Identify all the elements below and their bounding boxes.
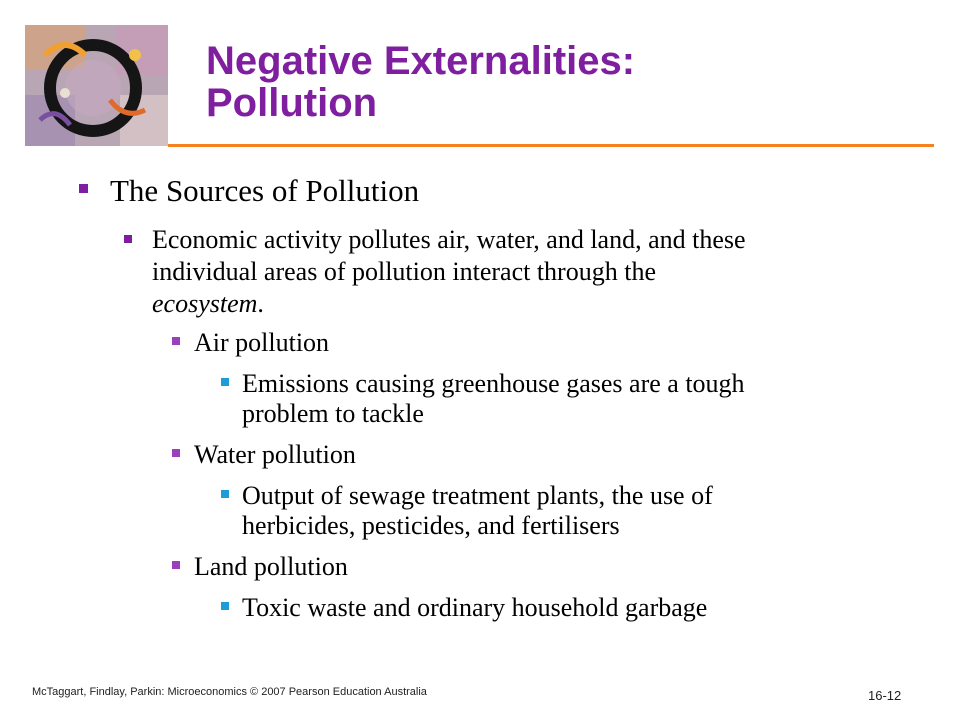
water-pollution-detail-2: herbicides, pesticides, and fertilisers	[242, 511, 620, 540]
land-pollution-label: Land pollution	[194, 552, 348, 581]
title-divider	[168, 144, 934, 147]
footer-credit: McTaggart, Findlay, Parkin: Microeconomics © 2007 Pearson Education Australia	[32, 686, 427, 698]
page-number: 16-12	[868, 688, 902, 703]
bullet-square-icon	[172, 561, 180, 569]
bullet-square-icon	[221, 490, 229, 498]
bullet-square-icon	[172, 337, 180, 345]
abstract-circle-artwork-icon	[25, 25, 168, 146]
bullet-square-icon	[221, 378, 229, 386]
water-pollution-detail-1: Output of sewage treatment plants, the use of	[242, 481, 713, 510]
section-heading: The Sources of Pollution	[110, 173, 420, 208]
land-pollution-detail-1: Toxic waste and ordinary household garbage	[242, 593, 708, 622]
slide-title	[206, 40, 926, 124]
intro-line-1: Economic activity pollutes air, water, and land, and these	[152, 225, 746, 254]
air-pollution-detail-2: problem to tackle	[242, 399, 424, 428]
water-pollution-label: Water pollution	[194, 440, 356, 469]
air-pollution-label: Air pollution	[194, 328, 330, 357]
title-line-1: Negative Externalities:	[206, 39, 636, 83]
intro-line-2: individual areas of pollution interact through the	[152, 257, 656, 286]
bullet-square-icon	[221, 602, 229, 610]
ecosystem-term: ecosystem	[152, 289, 258, 318]
air-pollution-detail-1: Emissions causing greenhouse gases are a tough	[242, 369, 745, 398]
bullet-square-icon	[124, 235, 132, 243]
intro-line-3-end: .	[257, 289, 264, 318]
bullet-square-icon	[79, 184, 88, 193]
intro-line-3	[152, 289, 264, 319]
bullet-square-icon	[172, 449, 180, 457]
title-line-2: Pollution	[206, 81, 378, 125]
